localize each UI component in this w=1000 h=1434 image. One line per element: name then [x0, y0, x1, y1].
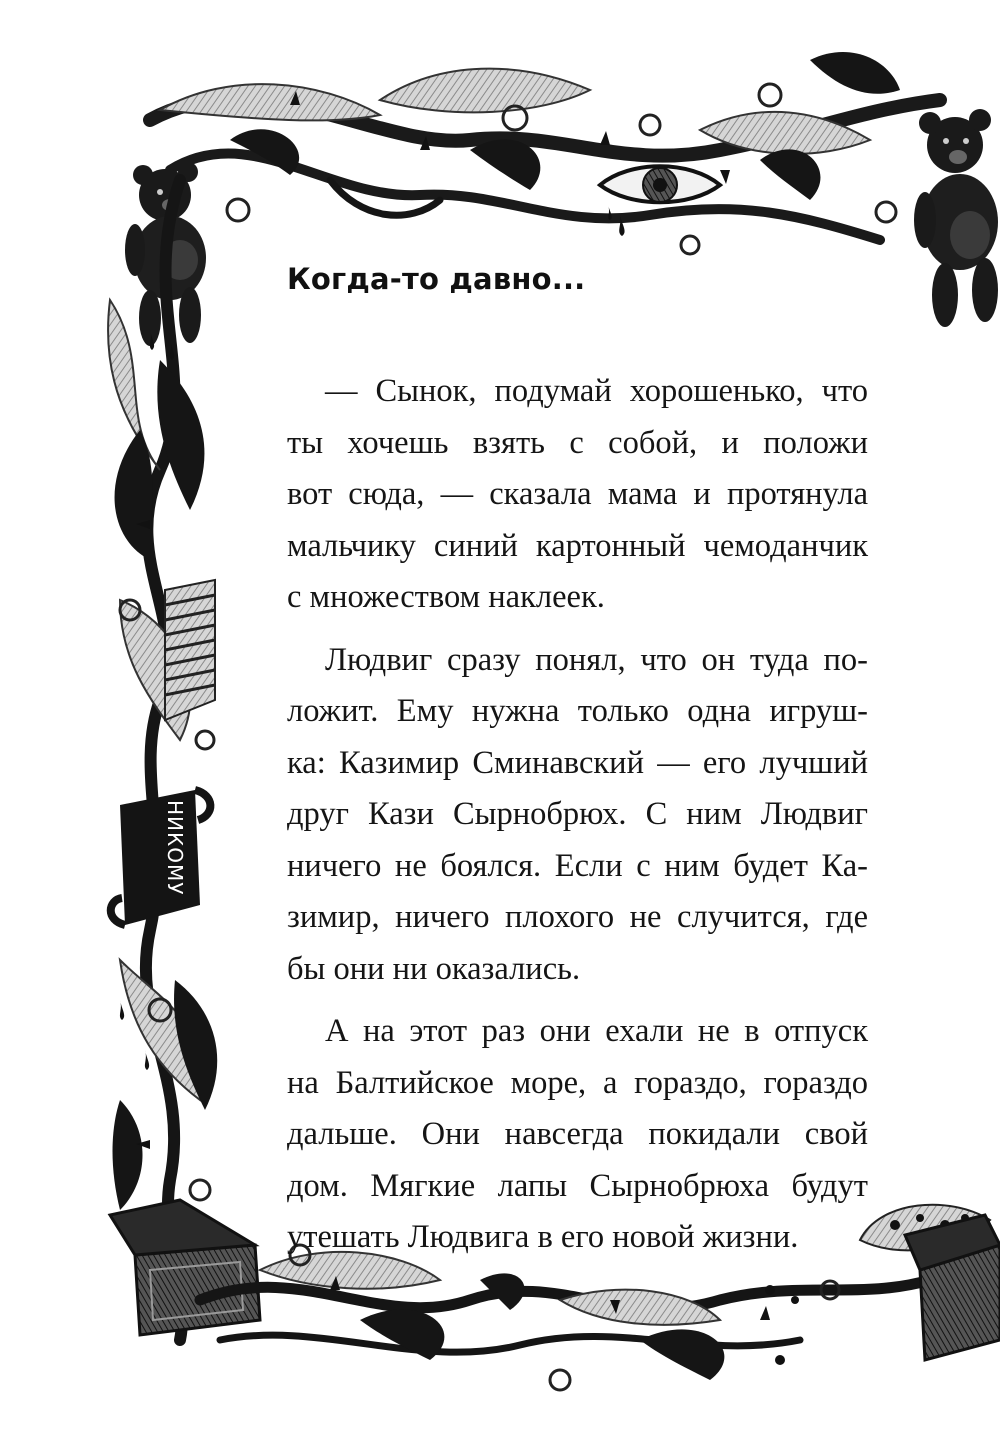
text-line: ничего не боялся. Если с ним будет Ка-	[287, 847, 868, 884]
scroll-label: НИКОМУ	[163, 800, 187, 896]
top-vine	[150, 52, 940, 254]
scroll-banner	[111, 790, 211, 925]
teddy-bear-top-right	[914, 109, 998, 327]
chapter-heading: Когда-то давно...	[287, 262, 586, 296]
eye-illustration	[600, 166, 720, 236]
text-line: мальчику синий картонный чемоданчик	[287, 527, 868, 564]
text-line: зимир, ничего плохого не случится, где	[287, 899, 868, 935]
chest-bottom-left	[110, 1200, 260, 1335]
text-line: дом. Мягкие лапы Сырнобрюха будут	[287, 1167, 868, 1204]
left-vine	[108, 180, 217, 1340]
text-line: ты хочешь взять с собой, и положи	[287, 424, 868, 461]
text-line: ложит. Ему нужна только одна игруш-	[287, 693, 868, 729]
text-line: дальше. Они навсегда покидали свой	[287, 1116, 868, 1152]
text-line: на Балтийское море, а гораздо, гораздо	[287, 1064, 868, 1101]
paragraph	[287, 366, 868, 624]
paragraph	[287, 635, 868, 996]
text-line: Людвиг сразу понял, что он туда по-	[325, 641, 868, 678]
paragraph	[287, 1006, 868, 1264]
text-line: А на этот раз они ехали не в отпуск	[325, 1013, 868, 1049]
body-text	[287, 366, 868, 1275]
text-line: утешать Людвига в его новой жизни.	[287, 1219, 799, 1255]
text-line: бы они ни оказались.	[287, 950, 581, 987]
text-line: с множеством наклеек.	[287, 579, 605, 615]
text-line: ка: Казимир Сминавский — его лучший	[287, 744, 868, 781]
text-line: — Сынок, подумай хорошенько, что	[325, 373, 868, 409]
text-line: друг Кази Сырнобрюх. С ним Людвиг	[287, 796, 868, 832]
text-line: вот сюда, — сказала мама и протянула	[287, 476, 868, 512]
